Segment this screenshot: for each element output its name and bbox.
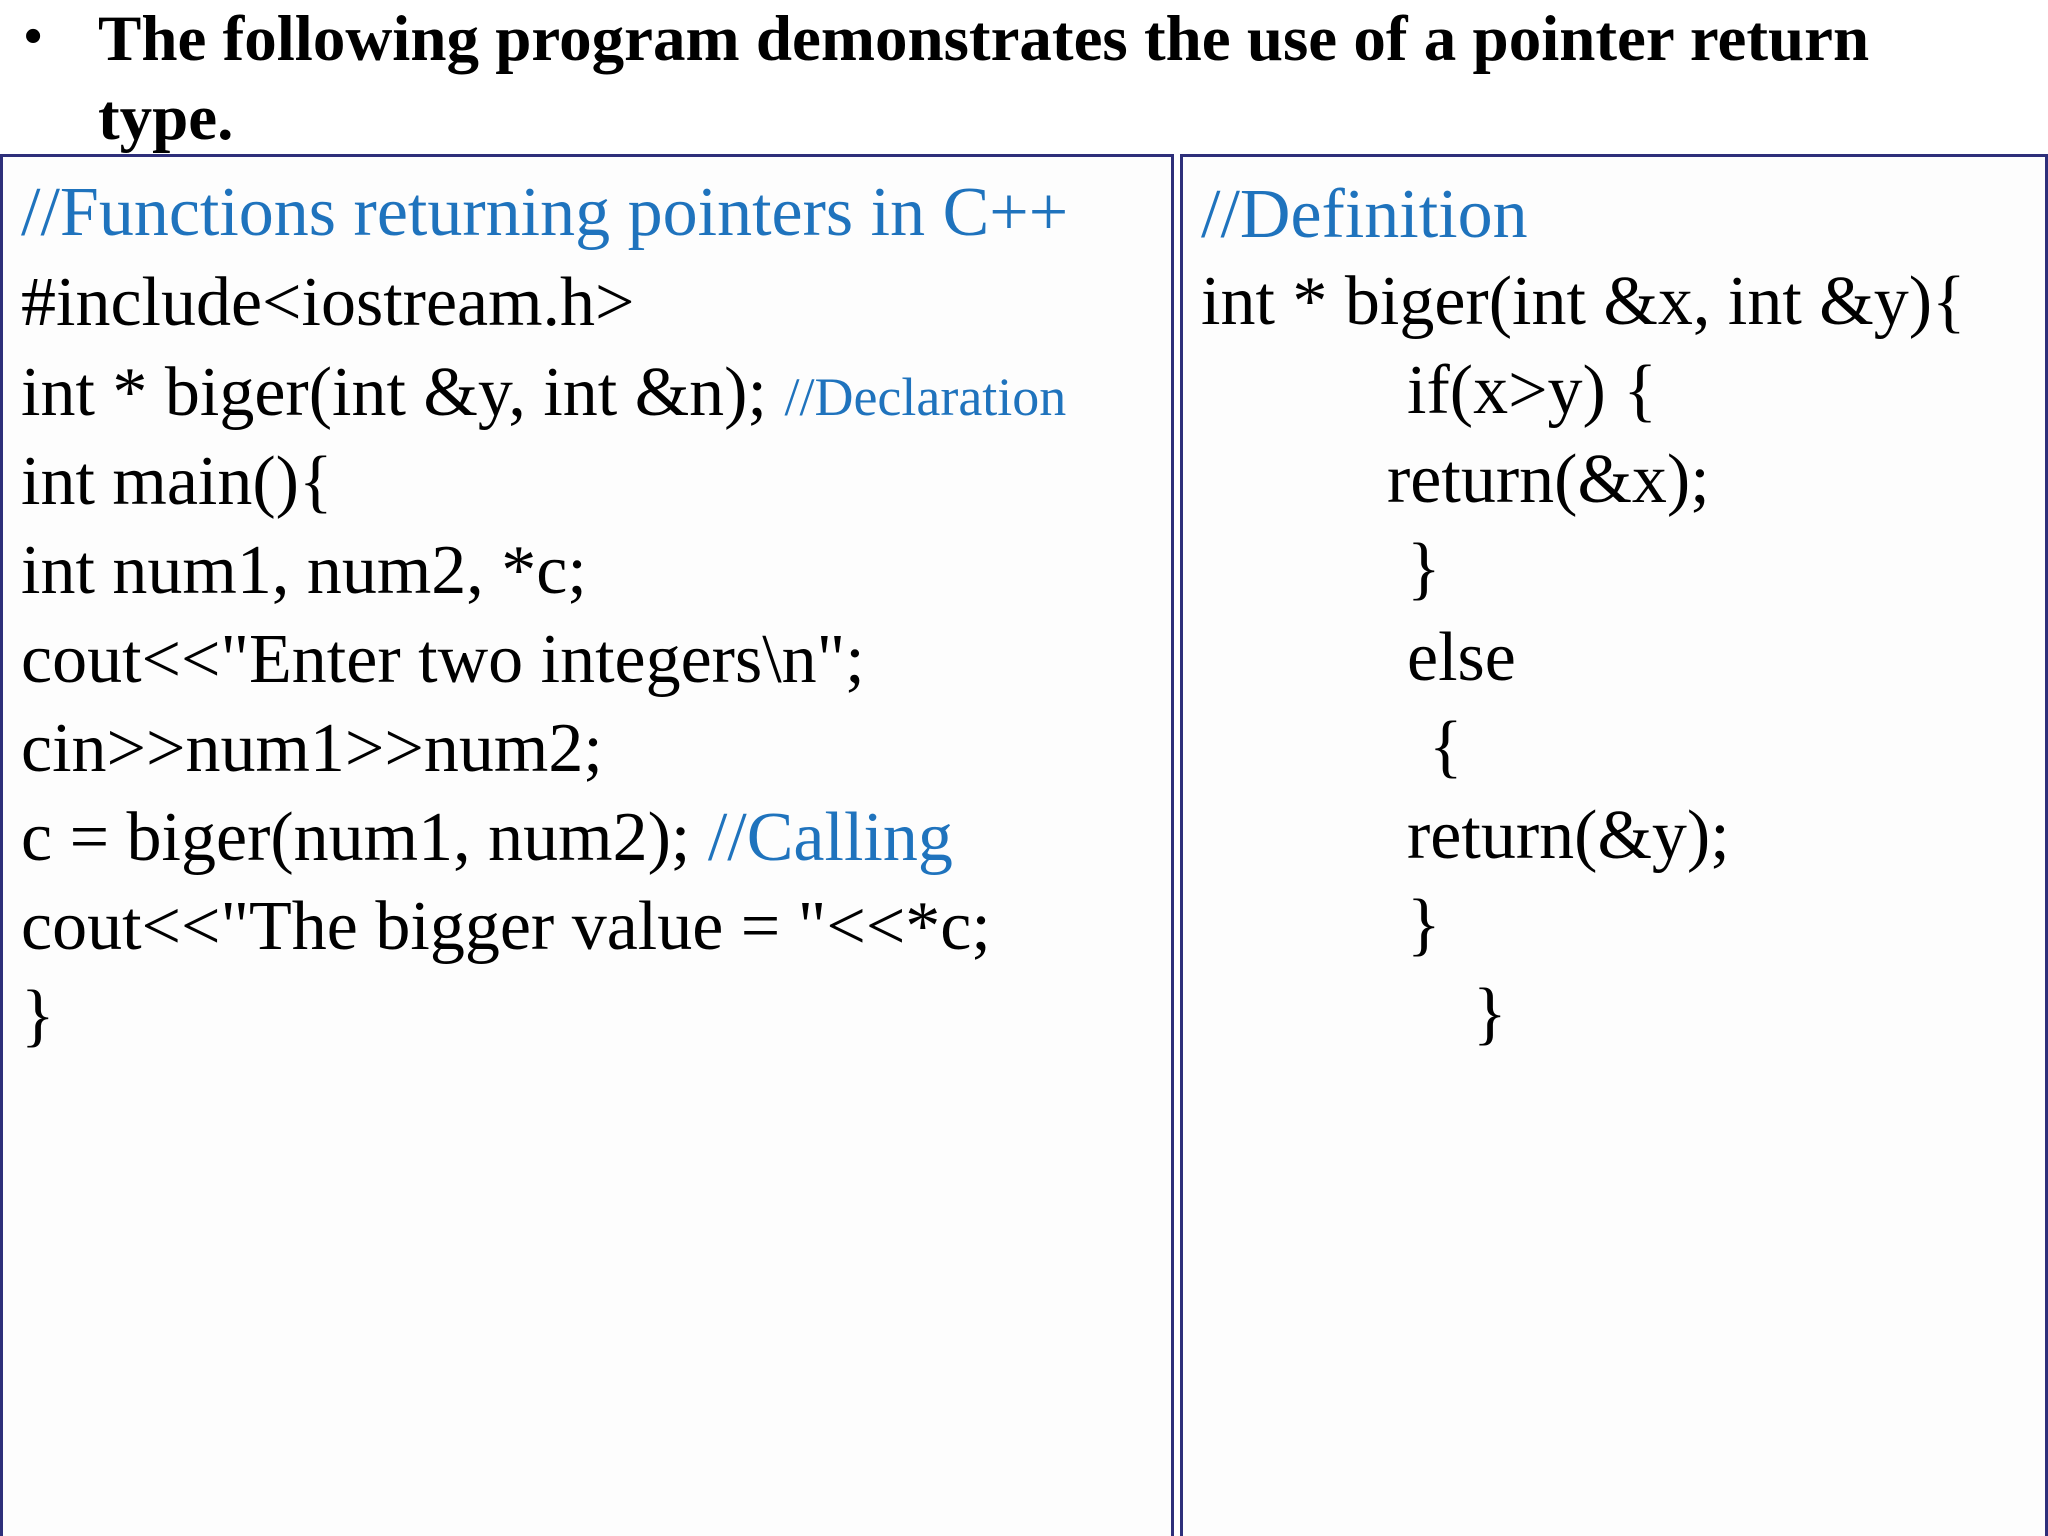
- else-close-brace: }: [1407, 886, 1441, 963]
- functions-comment: //Functions returning pointers in C++: [21, 174, 1069, 251]
- return-x-line: return(&x);: [1387, 441, 1710, 518]
- prompt-line: cout<<"Enter two integers\n";: [21, 621, 865, 698]
- slide-heading: [0, 0, 2048, 154]
- calling-code: c = biger(num1, num2);: [21, 799, 708, 876]
- main-close-brace: }: [21, 977, 55, 1054]
- if-close-brace: }: [1407, 530, 1441, 607]
- main-program-panel: [0, 154, 1174, 1536]
- function-close-brace: }: [1473, 975, 1507, 1052]
- calling-comment: //Calling: [707, 799, 953, 876]
- definition-panel: [1180, 154, 2048, 1536]
- definition-comment: //Definition: [1201, 176, 1528, 253]
- function-signature-line: int * biger(int &x, int &y){: [1201, 263, 1966, 340]
- calling-line: [21, 798, 953, 878]
- return-y-line: return(&y);: [1407, 797, 1730, 874]
- declaration-line: [21, 353, 1066, 437]
- declaration-code: int * biger(int &y, int &n);: [21, 354, 785, 431]
- output-line: cout<<"The bigger value = "<<*c;: [21, 888, 991, 965]
- bullet-icon: •: [24, 8, 43, 65]
- main-line: int main(){: [21, 443, 333, 520]
- include-line: #include<iostream.h>: [21, 264, 635, 341]
- input-line: cin>>num1>>num2;: [21, 710, 603, 787]
- else-open-brace: {: [1429, 708, 1463, 785]
- else-line: else: [1407, 619, 1516, 696]
- variables-line: int num1, num2, *c;: [21, 532, 587, 609]
- if-line: if(x>y) {: [1407, 352, 1657, 429]
- declaration-comment: //Declaration: [784, 367, 1067, 427]
- heading-text: The following program demonstrates the use of a pointer return type.: [98, 3, 1870, 154]
